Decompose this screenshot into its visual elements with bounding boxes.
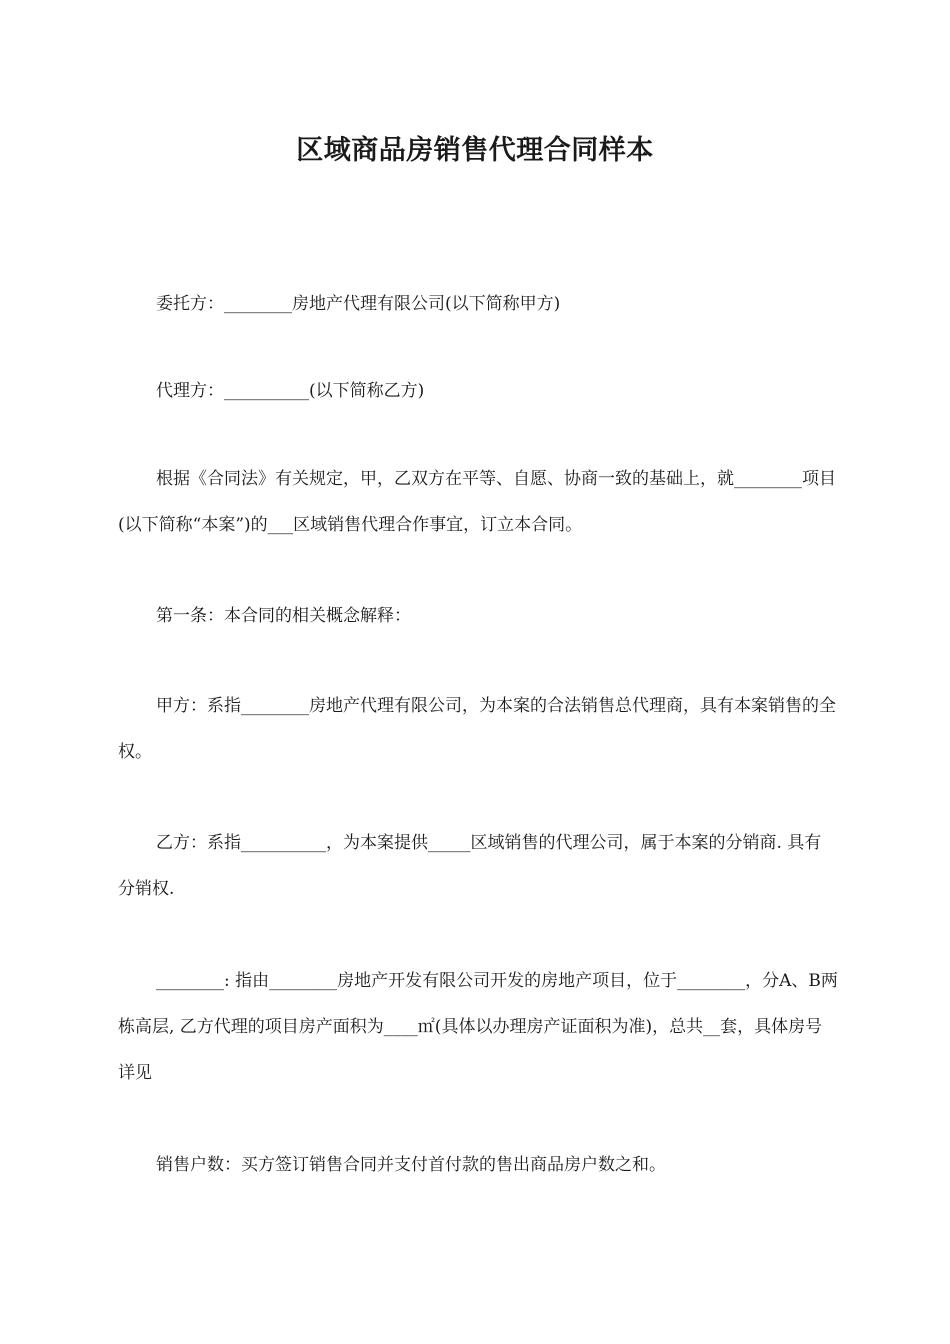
paragraph-principal: 委托方：________房地产代理有限公司(以下简称甲方) [156, 294, 561, 314]
paragraph-preamble: 根据《合同法》有关规定，甲，乙双方在平等、自愿、协商一致的基础上，就________项目(以下简称“本案”)的___区域销售代理合作事宜，订立本合同。 [118, 469, 836, 535]
paragraph-project-definition: ________: 指由________房地产开发有限公司开发的房地产项目，位于________，分A、B两栋高层, 乙方代理的项目房产面积为____㎡(具体以办理房产证面积为准)，总共__套，具体房号详见 [118, 971, 838, 1083]
paragraph-agent: 代理方：__________(以下简称乙方) [156, 381, 425, 401]
document-title: 区域商品房销售代理合同样本 [296, 135, 654, 166]
paragraph-party-b-definition: 乙方：系指__________，为本案提供_____区域销售的代理公司，属于本案的分销商. 具有分销权. [118, 833, 822, 899]
paragraph-sales-units-definition: 销售户数：买方签订销售合同并支付首付款的售出商品房户数之和。 [156, 1155, 666, 1175]
paragraph-article-one: 第一条：本合同的相关概念解释： [156, 606, 411, 626]
paragraph-party-a-definition: 甲方：系指________房地产代理有限公司，为本案的合法销售总代理商，具有本案销售的全权。 [118, 696, 836, 762]
